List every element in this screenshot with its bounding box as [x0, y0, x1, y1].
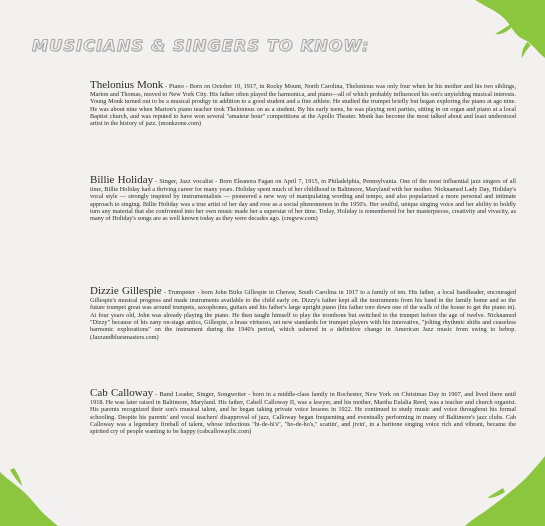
musician-name: Thelonius Monk [90, 79, 164, 91]
musician-entry-gillespie [90, 286, 516, 341]
musician-role: Singer, Jazz vocalist - [159, 178, 218, 185]
musician-entry-calloway [90, 388, 516, 436]
musician-name: Billie Holiday [90, 174, 154, 186]
name-separator: - [155, 391, 158, 398]
name-separator: - [163, 289, 166, 296]
musician-role: Trumpeter - [167, 289, 200, 296]
musician-name: Dizzie Gillespie [90, 285, 162, 297]
musician-bio: Born Eleanora Fagan on April 7, 1915, in Philadelphia, Pennsylvania. One of the most influential jazz singers of all time, Billie Holiday had a thriving career for many years. Holiday spent much of her childhood in Baltimore, Maryland with her mother. Nicknamed Lady Day, Holiday's vocal style — strongly inspired by instrumentalists — pioneered a new way of manipulating wording and tempo, and also popularized a more personal and intimate approach to singing. Billie Holiday was a true artist of her day and rose as a social phenomenon in the 1950's. Her soulful, unique singing voice and her ability to boldly turn any material that she confronted into her own music made her a superstar of her time. Today, Holiday is remembered for her masterpieces, creativity and vivacity, as many of Holiday's songs are as well known today as they were decades ago. (cmgww.com) [90, 178, 517, 223]
musician-role: Piano - [169, 83, 188, 90]
top-right-green-splash [475, 0, 545, 60]
bottom-left-green-splash [0, 466, 60, 526]
musician-bio: born in a middle-class family in Rochester, New York on Christmas Day in 1907, and lived there until 1918. He was later raised in Baltimore, Maryland. His father, Cabell Calloway II, was a lawyer, and his mother, Martha Eulalia Reed, was a teacher and church organist. His parents recognized their son's musical talent, and he began taking private voice lessons in 1922. He continued to study music and voice throughout his formal schooling. Despite his parents' and vocal teachers' disapproval of jazz, Calloway began frequenting and eventually performing in many of Baltimore's jazz clubs. Cab Calloway was a legendary fireball of talent, whose infectious "hi-de-hi's", "ho-de-ho's," scattin', and jivin', in a baritone singing voice rich and vibrant, became the spirited cry of people wanting to be happy (cabcallowaylic.com) [90, 391, 517, 436]
name-separator: - [165, 83, 168, 90]
name-separator: - [155, 178, 158, 185]
musician-bio: born John Birks Gillespie in Cheraw, South Carolina in 1917 to a family of ten. His father, a local bandleader, encouraged Gillespie's musical progress and made instruments available to the child early on. Dizzy's father kept all the instruments from his band in the family home and so the future trumpet great was around trumpets, saxophones, guitars and his father's large upright piano (his father tore down one of the walls of the house to get the piano in). At four years old, John was already playing the piano. He then taught himself to play the trombone but switched to the trumpet before the age of twelve. Nicknamed "Dizzy" because of his zany on-stage antics, Gillespie, a brass virtuoso, set new standards for trumpet players with his innovative, "jolting rhythmic shifts and ceaseless harmonic explorations" on the instrument during the 1940's period, which ushered in a definitive change in American Jazz music from swing to bebop. (Jazzandbluesmasters.com) [90, 289, 517, 341]
bottom-right-green-splash [465, 456, 545, 526]
musician-entry-monk [90, 80, 516, 128]
page-title: MUSICIANS & SINGERS TO KNOW: [32, 36, 370, 55]
musician-bio: Born on October 10, 1917, in Rocky Mount, North Carolina, Thelonious was only four when he his mother and his two siblings, Marion and Thomas, moved to New York City. His father often played the harmonica, and piano—all of which probably influenced his son's unyielding musical interests. Young Monk turned out to be a musical prodigy in addition to a good student and a fine athlete. He studied the trumpet briefly but began exploring the piano at age nine. He was about nine when Marion's piano teacher took Thelonious on as a student. By his early teens, he was playing rent parties, sitting in on organ and piano at a local Baptist church, and was reputed to have won several "amateur hour" competitions at the Apollo Theater. Monk has become the most talked about and least understood artist in the history of jazz. (monkzone.com) [90, 83, 517, 128]
musician-role: Band Leader, Singer, Songwriter - [159, 391, 251, 398]
musician-name: Cab Calloway [90, 387, 154, 399]
musician-entry-holiday [90, 175, 516, 223]
